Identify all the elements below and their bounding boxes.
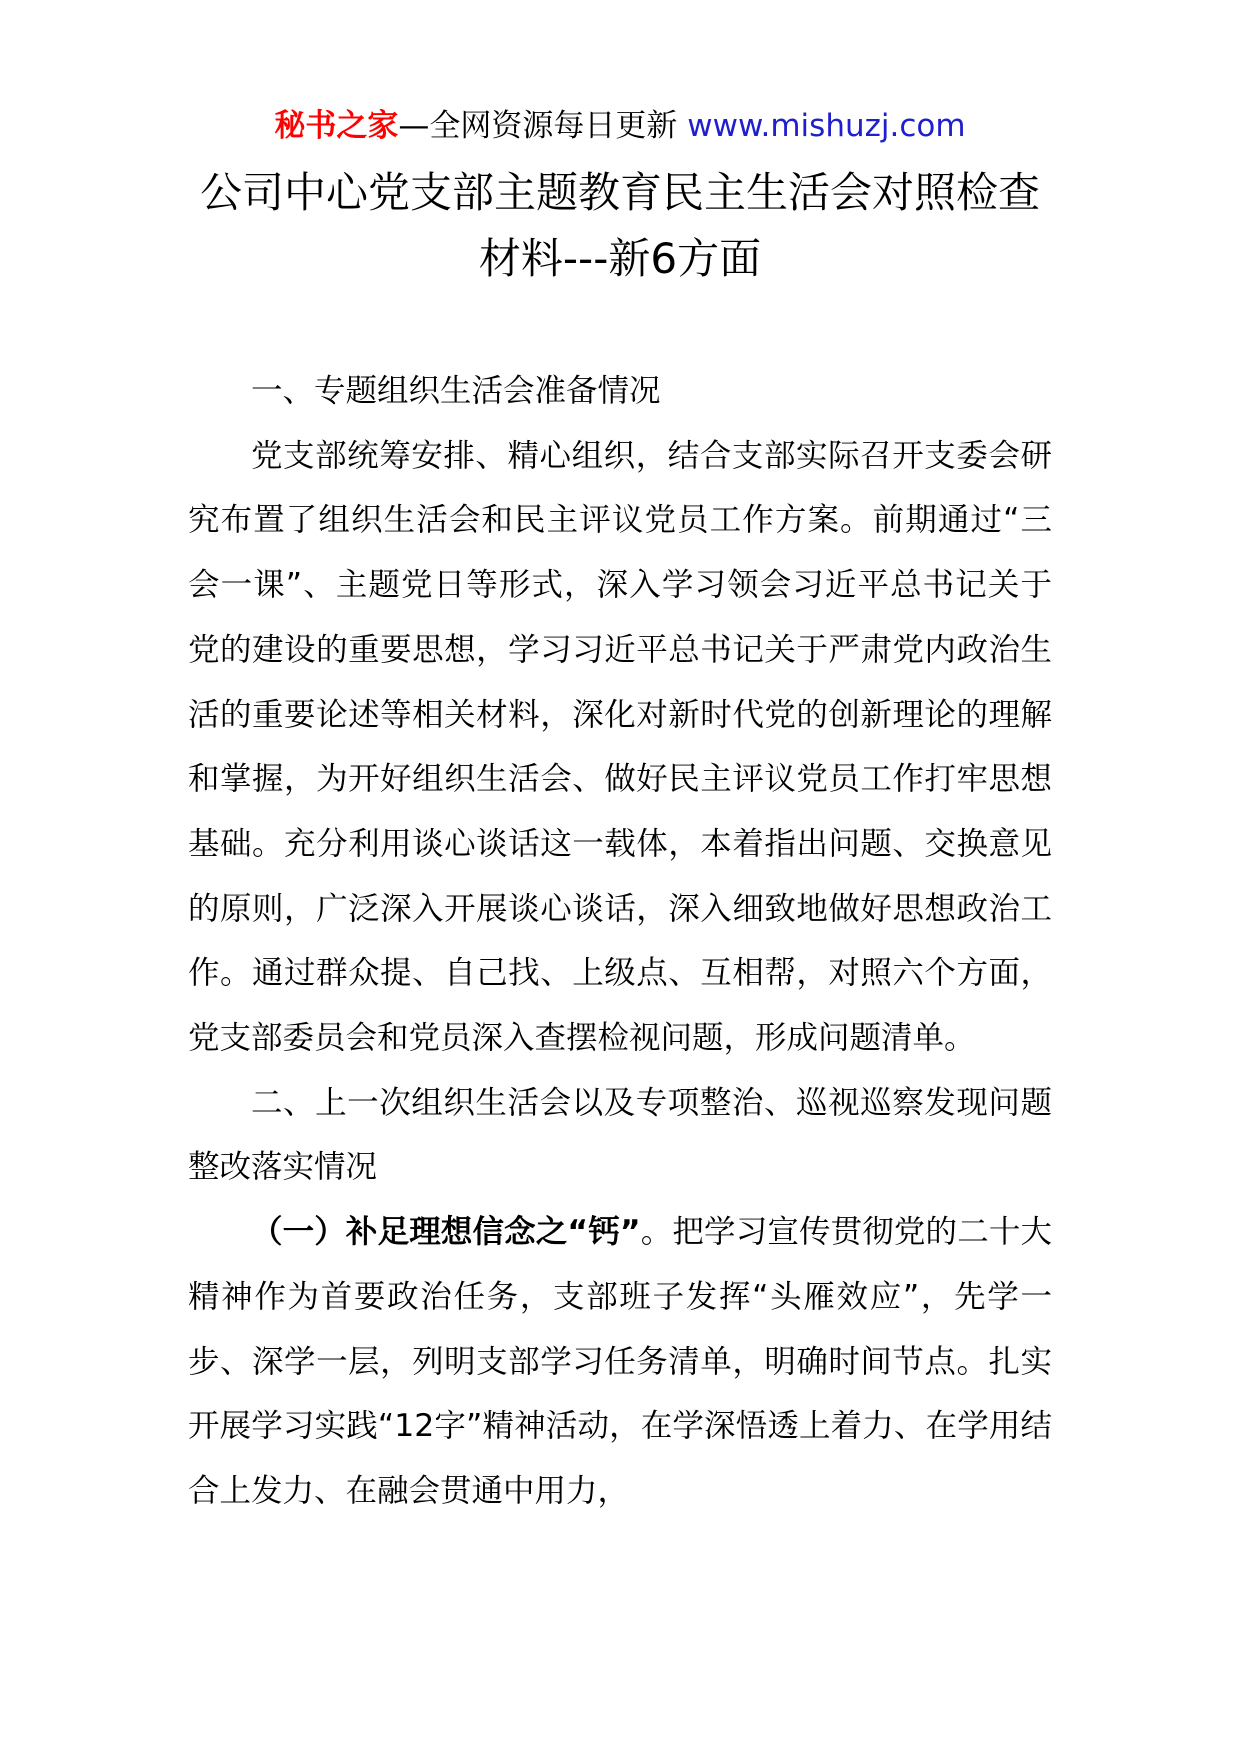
subsection-1-title: （一）补足理想信念之“钙” — [251, 1214, 641, 1251]
site-link[interactable]: www.mishuzj.com — [687, 108, 966, 144]
title-line-2: 材料---新6方面 — [478, 234, 762, 283]
document-title — [0, 160, 1240, 292]
brand-name: 秘书之家 — [274, 108, 399, 144]
brand-tagline: —全网资源每日更新 — [398, 108, 678, 144]
document-body — [188, 359, 1052, 1524]
watermark-header — [0, 104, 1240, 148]
section-1-paragraph: 党支部统筹安排、精心组织，结合支部实际召开支委会研究布置了组织生活会和民主评议党员工作方案。前期通过“三会一课”、主题党日等形式，深入学习领会习近平总书记关于党的建设的重要思想，学习习近平总书记关于严肃党内政治生活的重要论述等相关材料，深化对新时代党的创新理论的理解和掌握，为开好组织生活会、做好民主评议党员工作打牢思想基础。充分利用谈心谈话这一载体，本着指出问题、交换意见的原则，广泛深入开展谈心谈话，深入细致地做好思想政治工作。通过群众提、自己找、上级点、互相帮，对照六个方面，党支部委员会和党员深入查摆检视问题，形成问题清单。 — [188, 437, 1052, 1057]
subsection-1-text: 。把学习宣传贯彻党的二十大精神作为首要政治任务，支部班子发挥“头雁效应”，先学一步、深学一层，列明支部学习任务清单，明确时间节点。扎实开展学习实践“12字”精神活动，在学深悟透上着力、在学用结合上发力、在融会贯通中用力， — [188, 1214, 1052, 1509]
section-2-heading: 二、上一次组织生活会以及专项整治、巡视巡察发现问题整改落实情况 — [188, 1084, 1052, 1186]
title-line-1: 公司中心党支部主题教育民主生活会对照检查 — [199, 168, 1040, 217]
section-1-heading: 一、专题组织生活会准备情况 — [251, 373, 661, 409]
section-2-subsection-1 — [188, 1200, 1052, 1524]
